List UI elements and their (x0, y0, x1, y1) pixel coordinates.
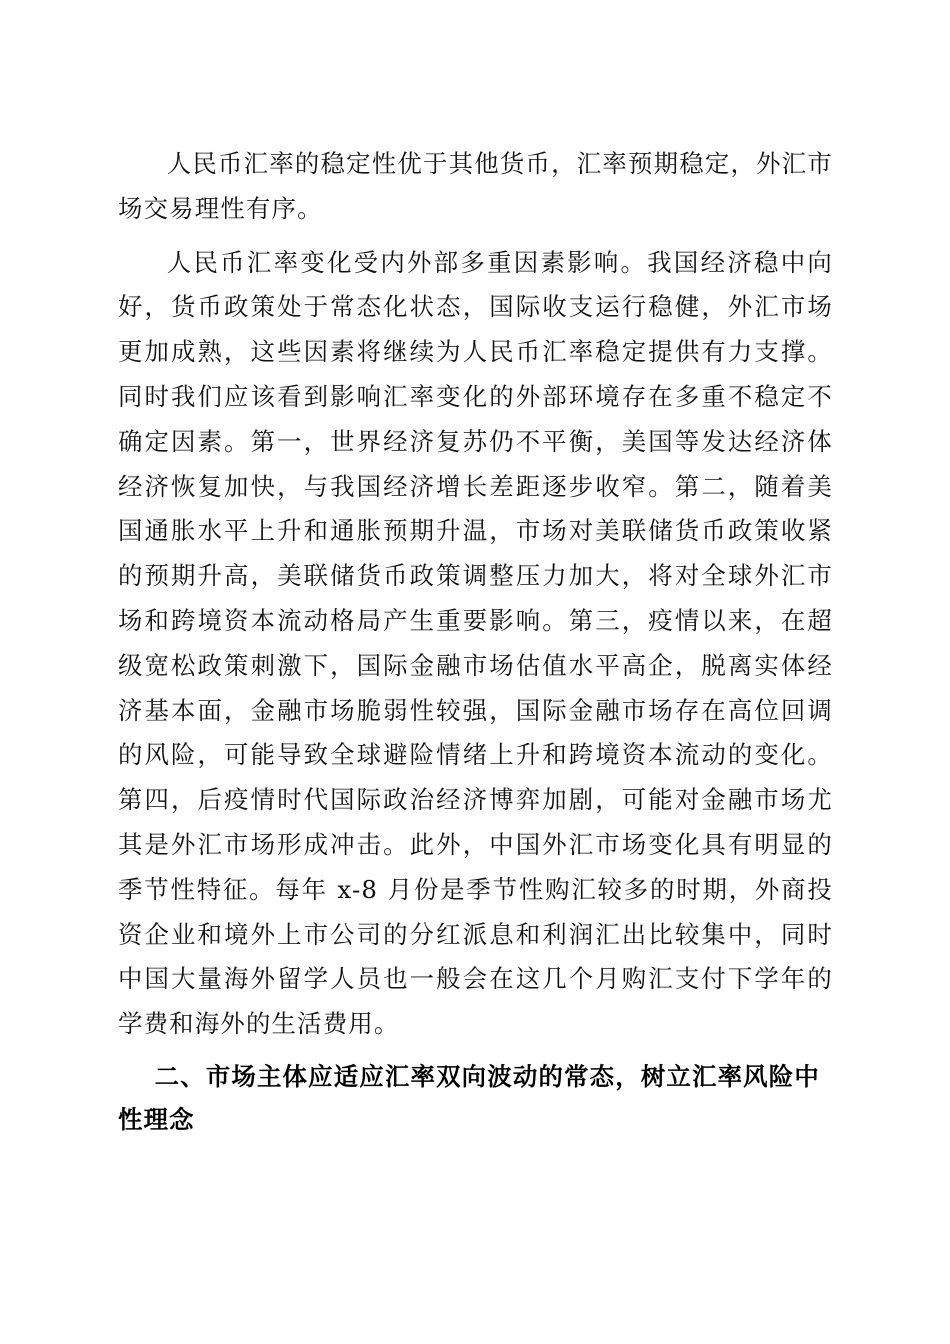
paragraph-exchange-rate-stability: 人民币汇率的稳定性优于其他货币，汇率预期稳定，外汇市场交易理性有序。 (118, 149, 833, 223)
paragraph-influencing-factors: 人民币汇率变化受内外部多重因素影响。我国经济稳中向好，货币政策处于常态化状态，国际收支运行稳健，外汇市场更加成熟，这些因素将继续为人民币汇率稳定提供有力支撑。同时我们应该看到影响汇率变化的外部环境存在多重不稳定不确定因素。第一，世界经济复苏仍不平衡，美国等发达经济体经济恢复加快，与我国经济增长差距逐步收窄。第二，随着美国通胀水平上升和通胀预期升温，市场对美联储货币政策收紧的预期升高，美联储货币政策调整压力加大，将对全球外汇市场和跨境资本流动格局产生重要影响。第三，疫情以来，在超级宽松政策刺激下，国际金融市场估值水平高企，脱离实体经济基本面，金融市场脆弱性较强，国际金融市场存在高位回调的风险，可能导致全球避险情绪上升和跨境资本流动的变化。第四，后疫情时代国际政治经济博弈加剧，可能对金融市场尤其是外汇市场形成冲击。此外，中国外汇市场变化具有明显的季节性特征。每年 x-8 月份是季节性购汇较多的时期，外商投资企业和境外上市公司的分红派息和利润汇出比较集中，同时中国大量海外留学人员也一般会在这几个月购汇支付下学年的学费和海外的生活费用。 (118, 247, 833, 1039)
document-page (118, 142, 833, 1141)
section-heading: 二、市场主体应适应汇率双向波动的常态，树立汇率风险中性理念 (118, 1061, 820, 1134)
